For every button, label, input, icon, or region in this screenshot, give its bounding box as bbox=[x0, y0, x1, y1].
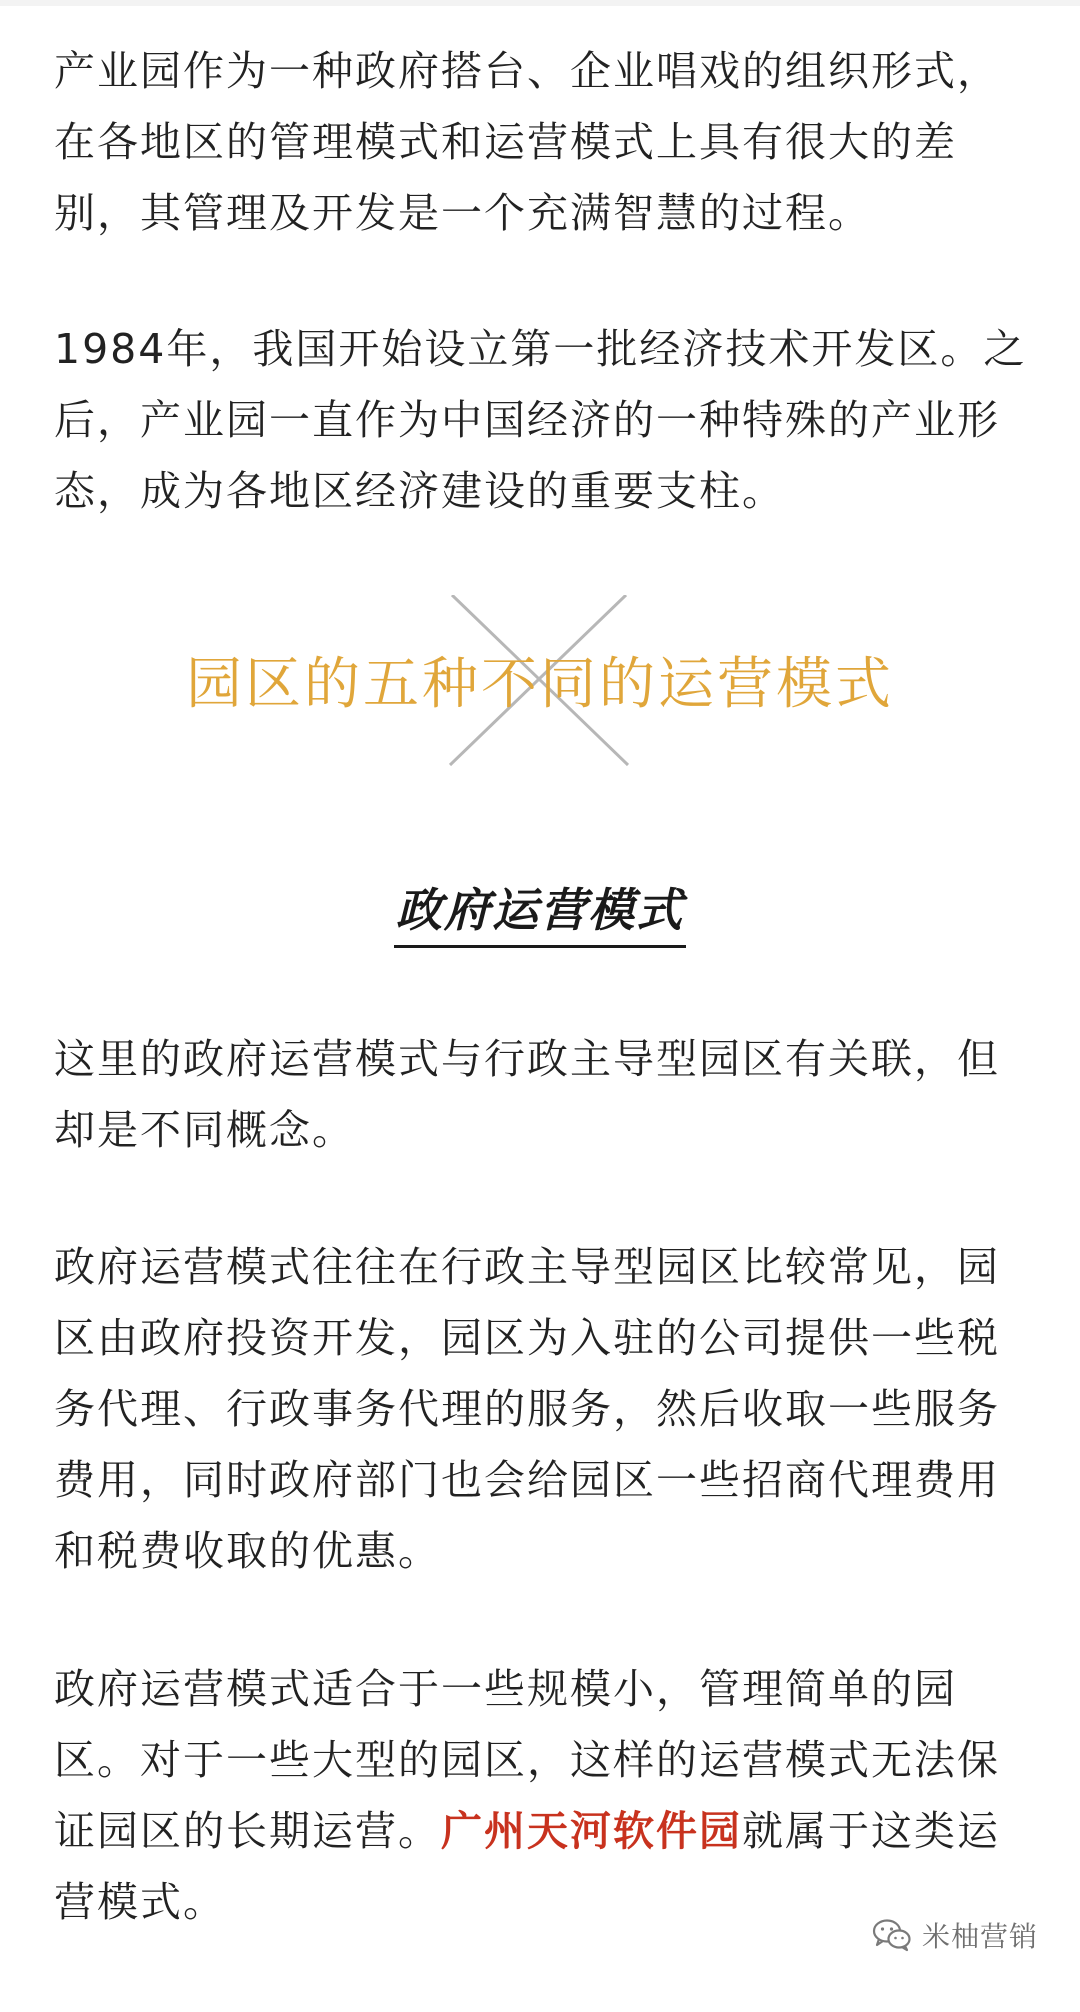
wechat-icon bbox=[872, 1918, 912, 1952]
highlight-park-name: 广州天河软件园 bbox=[441, 1807, 742, 1855]
section-banner bbox=[0, 595, 1080, 770]
paragraph-intro: 产业园作为一种政府搭台、企业唱戏的组织形式，在各地区的管理模式和运营模式上具有很大的差别，其管理及开发是一个充满智慧的过程。 bbox=[54, 47, 1000, 237]
paragraph-definition: 这里的政府运营模式与行政主导型园区有关联，但却是不同概念。 bbox=[54, 1035, 1000, 1154]
top-divider bbox=[0, 0, 1080, 6]
paragraph-applicability-tail: 就属于这类运营模式。 bbox=[54, 1807, 1000, 1926]
paragraph-applicability bbox=[54, 1654, 1029, 1938]
banner-title: 园区的五种不同的运营模式 bbox=[186, 652, 894, 717]
section-heading-text: 政府运营模式 bbox=[394, 875, 686, 948]
paragraph-applicability-text: 政府运营模式适合于一些规模小，管理简单的园区。对于一些大型的园区，这样的运营模式无法保证园区的长期运营。 bbox=[54, 1665, 1000, 1855]
paragraph-history: 1984年，我国开始设立第一批经济技术开发区。之后，产业园一直作为中国经济的一种特殊的产业形态，成为各地区经济建设的重要支柱。 bbox=[54, 325, 1027, 515]
watermark-label: 米柚营销 bbox=[921, 1920, 1038, 1953]
source-watermark bbox=[872, 1910, 1038, 1960]
section-heading bbox=[0, 875, 1080, 965]
paragraph-government-model: 政府运营模式往往在行政主导型园区比较常见，园区由政府投资开发，园区为入驻的公司提供一些税务代理、行政事务代理的服务，然后收取一些服务费用，同时政府部门也会给园区一些招商代理费用和税费收取的优惠。 bbox=[54, 1243, 1000, 1575]
